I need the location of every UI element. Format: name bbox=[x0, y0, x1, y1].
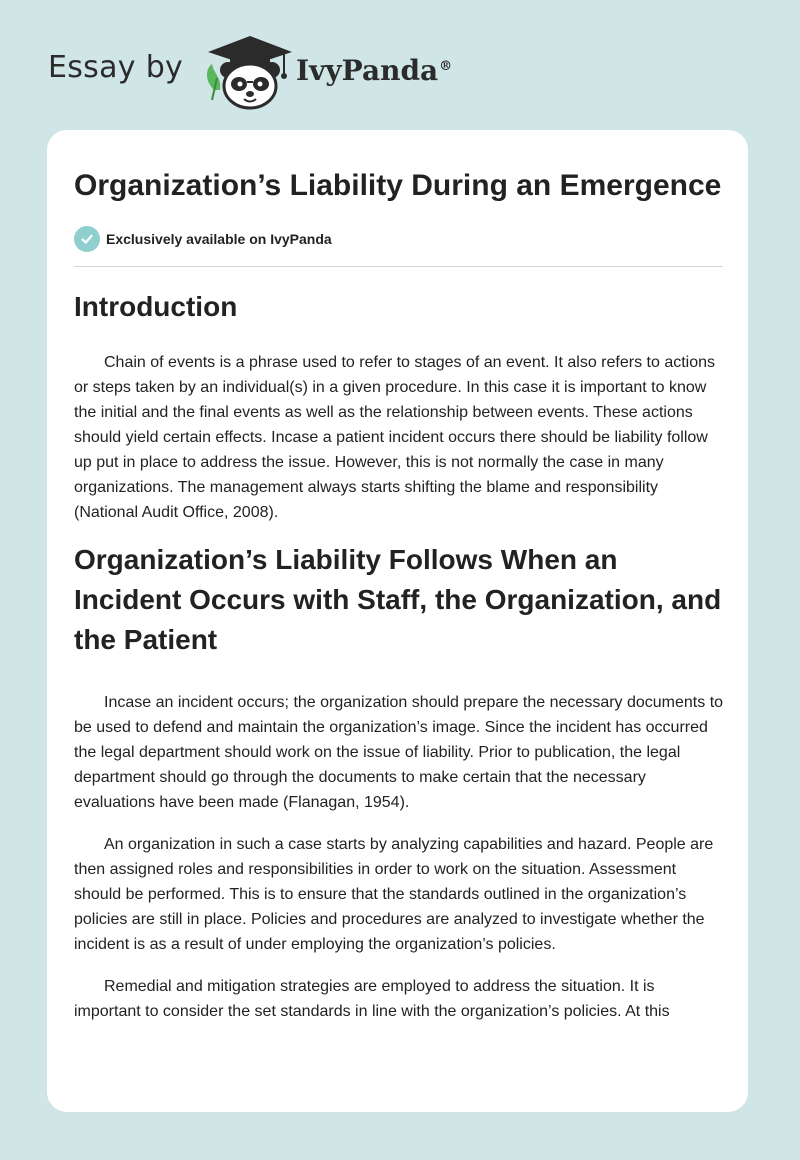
paragraph: Remedial and mitigation strategies are employed to address the situation. It is important to consider the set standards in line with the organization’s policies. At this bbox=[74, 978, 670, 1020]
section-heading-introduction: Introduction bbox=[74, 291, 238, 322]
exclusive-badge bbox=[74, 226, 724, 252]
registered-mark: ® bbox=[439, 58, 453, 74]
brand-name[interactable] bbox=[296, 54, 452, 87]
exclusive-label: Exclusively available on IvyPanda bbox=[106, 231, 332, 247]
essay-by-label: Essay by bbox=[48, 50, 184, 85]
divider bbox=[74, 266, 723, 267]
essay-content bbox=[74, 130, 724, 1024]
section-heading-liability: Organization’s Liability Follows When an Incident Occurs with Staff, the Organization, and the Patient bbox=[74, 544, 722, 655]
essay-title: Organization’s Liability During an Emergence bbox=[74, 169, 722, 202]
paragraph: Chain of events is a phrase used to refer to stages of an event. It also refers to actions or steps taken by an individual(s) in a given procedure. In this case it is important to know the initial and the final events as well as the relationship between events. These actions should yield certain effects. Incase a patient incident occurs there should be liability follow up put in place to address the issue. However, this is not normally the case in many organizations. The management always starts shifting the blame and responsibility (National Audit Office, 2008). bbox=[74, 354, 716, 521]
brand-name-text: IvyPanda bbox=[296, 54, 439, 87]
essay-card bbox=[47, 130, 748, 1112]
checkmark-icon bbox=[74, 226, 100, 252]
paragraph: An organization in such a case starts by analyzing capabilities and hazard. People are then assigned roles and responsibilities in order to work on the situation. Assessment should be performed. This is to ensure that the standards outlined in the organization’s policies are still in place. Policies and procedures are analyzed to investigate whether the incident is as a result of under employing the organization’s policies. bbox=[74, 836, 714, 953]
site-header bbox=[48, 30, 508, 110]
paragraph: Incase an incident occurs; the organization should prepare the necessary documents to be used to defend and maintain the organization’s image. Since the incident has occurred the legal department should work on the issue of liability. Prior to publication, the legal department should go through the documents to make certain that the necessary evaluations have been made (Flanagan, 1954). bbox=[74, 694, 724, 811]
panda-graduate-icon[interactable] bbox=[200, 34, 296, 110]
